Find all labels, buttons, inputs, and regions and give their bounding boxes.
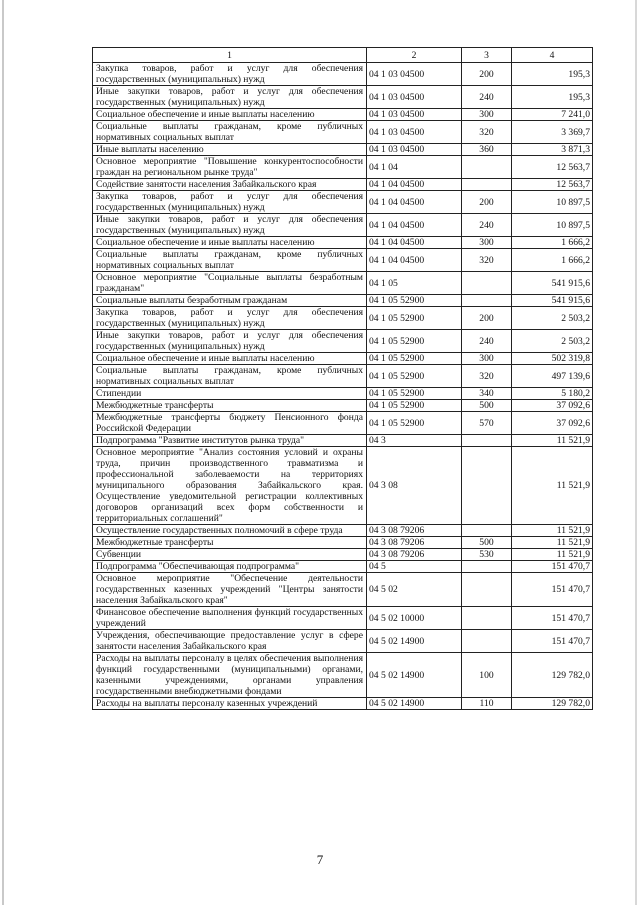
- header-col-3: 3: [462, 48, 512, 63]
- table-row: [93, 412, 593, 435]
- row-code-cell: 04 5 02 14900: [367, 630, 462, 653]
- row-code-cell: 04 1 03 04500: [367, 144, 462, 156]
- row-expense-type-cell: [462, 435, 512, 447]
- row-code-cell: 04 1 04 04500: [367, 179, 462, 191]
- row-amount-cell: 497 139,6: [512, 365, 593, 388]
- table-row: [93, 295, 593, 307]
- row-name-cell: Социальные выплаты гражданам, кроме публичных нормативных социальных выплат: [93, 249, 367, 272]
- row-code-cell: 04 1 04 04500: [367, 214, 462, 237]
- table-row: [93, 86, 593, 109]
- row-expense-type-cell: 300: [462, 353, 512, 365]
- row-expense-type-cell: 320: [462, 121, 512, 144]
- row-name-cell: Стипендии: [93, 388, 367, 400]
- row-code-cell: 04 3 08 79206: [367, 549, 462, 561]
- row-name-cell: Расходы на выплаты персоналу казенных учреждений: [93, 698, 367, 710]
- row-amount-cell: 7 241,0: [512, 109, 593, 121]
- row-code-cell: 04 1 05 52900: [367, 307, 462, 330]
- table-row: [93, 191, 593, 214]
- row-amount-cell: 11 521,9: [512, 537, 593, 549]
- row-expense-type-cell: [462, 272, 512, 295]
- row-name-cell: Осуществление государственных полномочий в сфере труда: [93, 525, 367, 537]
- table-row: [93, 607, 593, 630]
- row-expense-type-cell: [462, 607, 512, 630]
- table-row: [93, 400, 593, 412]
- row-expense-type-cell: [462, 630, 512, 653]
- row-name-cell: Межбюджетные трансферты бюджету Пенсионного фонда Российской Федерации: [93, 412, 367, 435]
- row-expense-type-cell: 300: [462, 109, 512, 121]
- row-name-cell: Субвенции: [93, 549, 367, 561]
- table-row: [93, 307, 593, 330]
- row-code-cell: 04 1 05 52900: [367, 412, 462, 435]
- row-amount-cell: 5 180,2: [512, 388, 593, 400]
- header-col-1: 1: [93, 48, 367, 63]
- header-row: [93, 48, 593, 63]
- row-amount-cell: 37 092,6: [512, 412, 593, 435]
- table-row: [93, 109, 593, 121]
- row-code-cell: 04 3: [367, 435, 462, 447]
- row-expense-type-cell: 300: [462, 237, 512, 249]
- table-row: [93, 365, 593, 388]
- row-amount-cell: 11 521,9: [512, 435, 593, 447]
- row-amount-cell: 12 563,7: [512, 179, 593, 191]
- row-name-cell: Иные закупки товаров, работ и услуг для обеспечения государственных (муниципальных) нужд: [93, 330, 367, 353]
- table-row: [93, 353, 593, 365]
- row-expense-type-cell: 500: [462, 400, 512, 412]
- row-name-cell: Основное мероприятие "Анализ состояния условий и охраны труда, причин производственного травматизма и профессиональной заболеваемости на территориях муниципального образования Забайкальского края. Осуществление уведомительной регистрации коллективных договоров организаций всех форм собственности и территориальных соглашений": [93, 447, 367, 525]
- table-body: [93, 63, 593, 710]
- row-code-cell: 04 5: [367, 561, 462, 573]
- row-amount-cell: 1 666,2: [512, 249, 593, 272]
- row-code-cell: 04 1 04: [367, 156, 462, 179]
- row-code-cell: 04 1 05 52900: [367, 330, 462, 353]
- row-expense-type-cell: 340: [462, 388, 512, 400]
- row-code-cell: 04 5 02: [367, 573, 462, 607]
- row-code-cell: 04 5 02 10000: [367, 607, 462, 630]
- row-code-cell: 04 5 02 14900: [367, 653, 462, 698]
- row-code-cell: 04 3 08 79206: [367, 537, 462, 549]
- row-amount-cell: 10 897,5: [512, 214, 593, 237]
- table-row: [93, 156, 593, 179]
- table-row: [93, 272, 593, 295]
- row-amount-cell: 37 092,6: [512, 400, 593, 412]
- row-name-cell: Социальные выплаты безработным гражданам: [93, 295, 367, 307]
- table-header: [93, 48, 593, 63]
- table-row: [93, 573, 593, 607]
- table-row: [93, 237, 593, 249]
- scan-edge-left: [2, 0, 4, 905]
- row-name-cell: Основное мероприятие "Повышение конкурентоспособности граждан на региональном рынке труда": [93, 156, 367, 179]
- row-expense-type-cell: 500: [462, 537, 512, 549]
- row-code-cell: 04 1 05 52900: [367, 400, 462, 412]
- row-code-cell: 04 1 05 52900: [367, 295, 462, 307]
- header-col-4: 4: [512, 48, 593, 63]
- row-expense-type-cell: [462, 295, 512, 307]
- table-row: [93, 144, 593, 156]
- table-row: [93, 330, 593, 353]
- row-name-cell: Расходы на выплаты персоналу в целях обеспечения выполнения функций государственными (муниципальными) органами, казенными учреждениями, органами управления государственными внебюджетными фондами: [93, 653, 367, 698]
- budget-table: [92, 47, 593, 710]
- row-name-cell: Закупка товаров, работ и услуг для обеспечения государственных (муниципальных) нужд: [93, 191, 367, 214]
- row-name-cell: Социальное обеспечение и иные выплаты населению: [93, 237, 367, 249]
- row-name-cell: Межбюджетные трансферты: [93, 400, 367, 412]
- row-code-cell: 04 3 08 79206: [367, 525, 462, 537]
- row-amount-cell: 3 871,3: [512, 144, 593, 156]
- row-amount-cell: 129 782,0: [512, 698, 593, 710]
- row-amount-cell: 11 521,9: [512, 525, 593, 537]
- row-expense-type-cell: 110: [462, 698, 512, 710]
- row-expense-type-cell: 200: [462, 307, 512, 330]
- table-row: [93, 179, 593, 191]
- row-amount-cell: 151 470,7: [512, 561, 593, 573]
- table-row: [93, 525, 593, 537]
- row-expense-type-cell: [462, 156, 512, 179]
- row-name-cell: Иные закупки товаров, работ и услуг для обеспечения государственных (муниципальных) нужд: [93, 86, 367, 109]
- row-expense-type-cell: [462, 561, 512, 573]
- row-amount-cell: 2 503,2: [512, 307, 593, 330]
- table-row: [93, 214, 593, 237]
- row-expense-type-cell: [462, 179, 512, 191]
- row-name-cell: Иные закупки товаров, работ и услуг для обеспечения государственных (муниципальных) нужд: [93, 214, 367, 237]
- row-expense-type-cell: [462, 573, 512, 607]
- row-amount-cell: 2 503,2: [512, 330, 593, 353]
- scan-edge-right: [635, 0, 637, 905]
- row-amount-cell: 151 470,7: [512, 607, 593, 630]
- row-amount-cell: 502 319,8: [512, 353, 593, 365]
- row-expense-type-cell: 320: [462, 365, 512, 388]
- row-amount-cell: 195,3: [512, 86, 593, 109]
- row-amount-cell: 10 897,5: [512, 191, 593, 214]
- table-row: [93, 447, 593, 525]
- table-row: [93, 121, 593, 144]
- table-row: [93, 630, 593, 653]
- row-name-cell: Межбюджетные трансферты: [93, 537, 367, 549]
- row-amount-cell: 12 563,7: [512, 156, 593, 179]
- row-amount-cell: 541 915,6: [512, 295, 593, 307]
- row-code-cell: 04 1 04 04500: [367, 249, 462, 272]
- row-code-cell: 04 1 04 04500: [367, 237, 462, 249]
- row-name-cell: Подпрограмма "Обеспечивающая подпрограмма": [93, 561, 367, 573]
- row-name-cell: Содействие занятости населения Забайкальского края: [93, 179, 367, 191]
- table-row: [93, 549, 593, 561]
- row-name-cell: Подпрограмма "Развитие институтов рынка труда": [93, 435, 367, 447]
- table-row: [93, 698, 593, 710]
- table-row: [93, 653, 593, 698]
- row-expense-type-cell: 240: [462, 330, 512, 353]
- row-code-cell: 04 1 05 52900: [367, 365, 462, 388]
- table-row: [93, 63, 593, 86]
- row-amount-cell: 151 470,7: [512, 630, 593, 653]
- row-code-cell: 04 5 02 14900: [367, 698, 462, 710]
- table-row: [93, 249, 593, 272]
- row-amount-cell: 129 782,0: [512, 653, 593, 698]
- row-amount-cell: 195,3: [512, 63, 593, 86]
- row-expense-type-cell: 240: [462, 86, 512, 109]
- row-amount-cell: 11 521,9: [512, 447, 593, 525]
- row-expense-type-cell: 200: [462, 63, 512, 86]
- row-name-cell: Учреждения, обеспечивающие предоставление услуг в сфере занятости населения Забайкальского края: [93, 630, 367, 653]
- row-code-cell: 04 1 05: [367, 272, 462, 295]
- table-row: [93, 561, 593, 573]
- row-name-cell: Социальное обеспечение и иные выплаты населению: [93, 109, 367, 121]
- row-code-cell: 04 1 03 04500: [367, 121, 462, 144]
- row-expense-type-cell: 240: [462, 214, 512, 237]
- table-row: [93, 388, 593, 400]
- row-expense-type-cell: 360: [462, 144, 512, 156]
- row-name-cell: Основное мероприятие "Социальные выплаты безработным гражданам": [93, 272, 367, 295]
- row-expense-type-cell: 100: [462, 653, 512, 698]
- row-amount-cell: 541 915,6: [512, 272, 593, 295]
- row-amount-cell: 1 666,2: [512, 237, 593, 249]
- row-expense-type-cell: 530: [462, 549, 512, 561]
- row-code-cell: 04 1 03 04500: [367, 86, 462, 109]
- row-name-cell: Социальное обеспечение и иные выплаты населению: [93, 353, 367, 365]
- row-expense-type-cell: 320: [462, 249, 512, 272]
- row-expense-type-cell: [462, 525, 512, 537]
- row-name-cell: Закупка товаров, работ и услуг для обеспечения государственных (муниципальных) нужд: [93, 307, 367, 330]
- row-code-cell: 04 1 05 52900: [367, 353, 462, 365]
- row-code-cell: 04 1 03 04500: [367, 63, 462, 86]
- row-amount-cell: 151 470,7: [512, 573, 593, 607]
- row-expense-type-cell: 200: [462, 191, 512, 214]
- row-amount-cell: 11 521,9: [512, 549, 593, 561]
- row-name-cell: Финансовое обеспечение выполнения функций государственных учреждений: [93, 607, 367, 630]
- row-name-cell: Социальные выплаты гражданам, кроме публичных нормативных социальных выплат: [93, 121, 367, 144]
- row-code-cell: 04 3 08: [367, 447, 462, 525]
- page-number: 7: [316, 852, 324, 867]
- row-code-cell: 04 1 04 04500: [367, 191, 462, 214]
- row-code-cell: 04 1 03 04500: [367, 109, 462, 121]
- row-amount-cell: 3 369,7: [512, 121, 593, 144]
- row-expense-type-cell: [462, 447, 512, 525]
- row-name-cell: Социальные выплаты гражданам, кроме публичных нормативных социальных выплат: [93, 365, 367, 388]
- table-row: [93, 435, 593, 447]
- row-name-cell: Основное мероприятие "Обеспечение деятельности государственных казенных учреждений "Центры занятости населения Забайкальского края": [93, 573, 367, 607]
- row-name-cell: Иные выплаты населению: [93, 144, 367, 156]
- row-code-cell: 04 1 05 52900: [367, 388, 462, 400]
- row-name-cell: Закупка товаров, работ и услуг для обеспечения государственных (муниципальных) нужд: [93, 63, 367, 86]
- table-row: [93, 537, 593, 549]
- header-col-2: 2: [367, 48, 462, 63]
- row-expense-type-cell: 570: [462, 412, 512, 435]
